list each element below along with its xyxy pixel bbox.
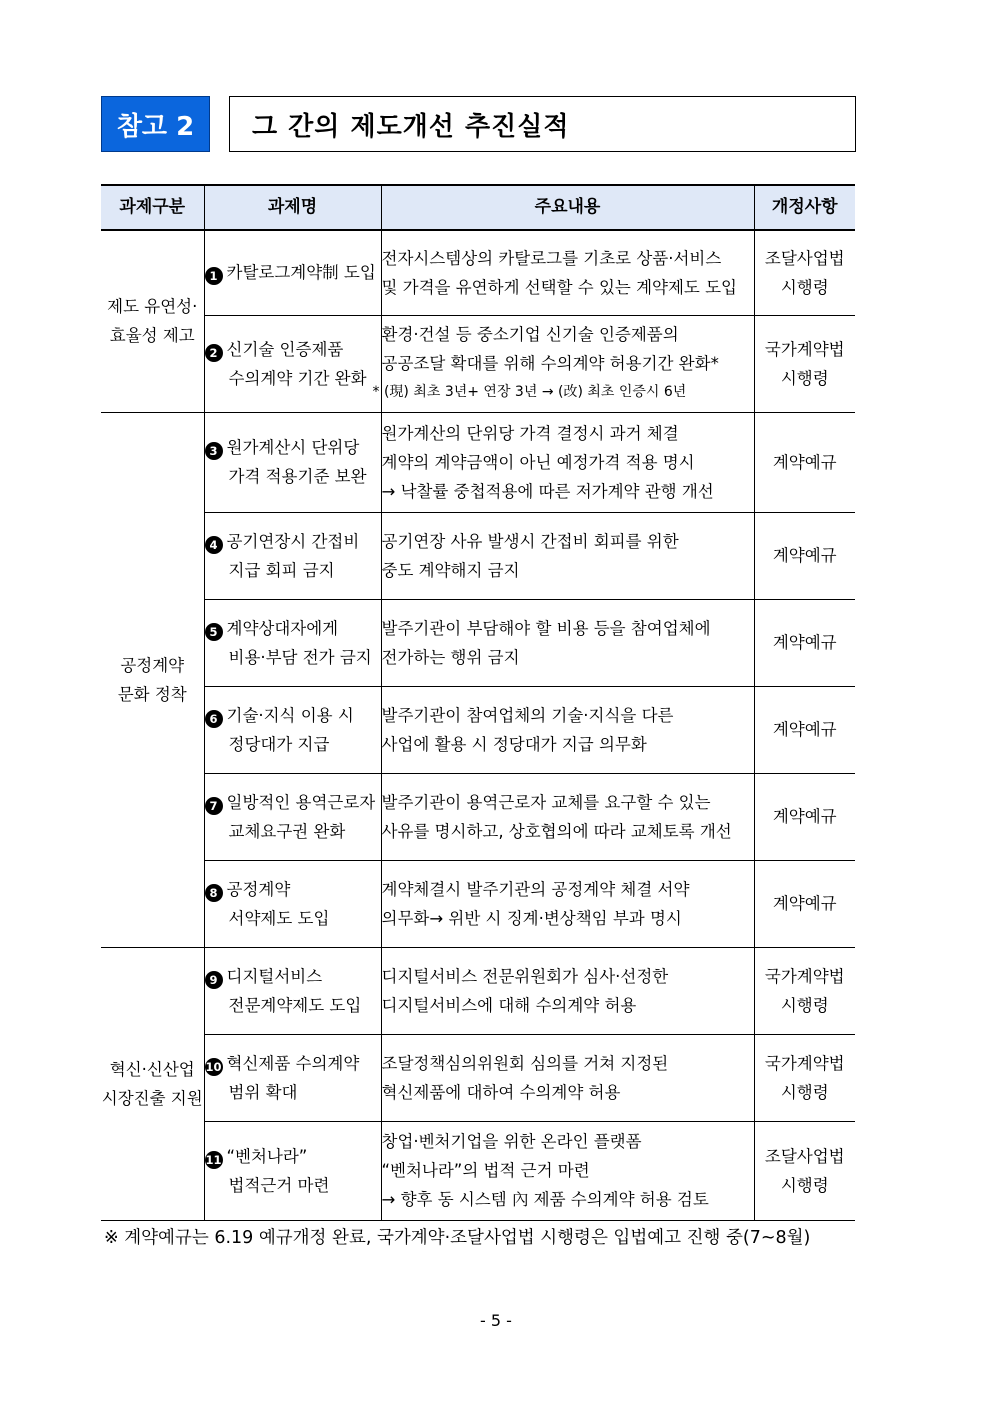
header-task: 과제명 — [204, 185, 381, 230]
task-cell — [204, 947, 381, 1034]
number-badge: 5 — [205, 623, 223, 641]
task-name: 교체요구권 완화 — [228, 821, 346, 841]
task-name: 신기술 인증제품 — [226, 339, 344, 359]
content-line: 발주기관이 참여업체의 기술·지식을 다른 — [381, 705, 674, 725]
number-badge: 8 — [205, 884, 223, 902]
content-line: → 낙찰률 중첩적용에 따른 저가계약 관행 개선 — [381, 481, 714, 501]
content-line: 발주기관이 용역근로자 교체를 요구할 수 있는 — [381, 792, 711, 812]
task-name: 정당대가 지급 — [228, 734, 330, 754]
amendment-cell — [754, 860, 855, 947]
task-name: 가격 적용기준 보완 — [228, 467, 367, 486]
table-row — [101, 412, 855, 512]
amendment-text: 시행령 — [780, 995, 829, 1015]
content-line: 혁신제품에 대하여 수의계약 허용 — [381, 1082, 621, 1102]
amendment-cell — [754, 947, 855, 1034]
content-cell — [381, 599, 754, 686]
task-cell — [204, 1121, 381, 1220]
category-text: 혁신·신산업 — [109, 1059, 195, 1079]
task-name: 계약상대자에게 — [226, 618, 339, 638]
improvement-table — [101, 184, 855, 1221]
task-cell — [204, 686, 381, 773]
number-badge: 4 — [205, 536, 223, 554]
content-line: 및 가격을 유연하게 선택할 수 있는 계약제도 도입 — [381, 277, 737, 297]
content-line: 중도 계약해지 금지 — [381, 560, 520, 580]
task-cell — [204, 860, 381, 947]
task-cell — [204, 512, 381, 599]
content-line: 전자시스템상의 카탈로그를 기초로 상품·서비스 — [381, 248, 722, 268]
number-badge: 2 — [205, 344, 223, 362]
task-cell — [204, 315, 381, 412]
amendment-text: 국가계약법 — [764, 339, 845, 359]
amendment-cell — [754, 1121, 855, 1220]
amendment-text: 국가계약법 — [764, 966, 845, 986]
task-name: 기술·지식 이용 시 — [226, 705, 354, 725]
table-row — [101, 686, 855, 773]
amendment-cell — [754, 599, 855, 686]
task-cell — [204, 1034, 381, 1121]
task-name: 비용·부담 전가 금지 — [228, 647, 372, 667]
category-cell — [101, 947, 204, 1220]
content-line: 의무화→ 위반 시 징계·변상책임 부과 명시 — [381, 908, 682, 928]
content-line: 사업에 활용 시 정당대가 지급 의무화 — [381, 734, 647, 754]
task-cell — [204, 230, 381, 315]
table-row — [101, 860, 855, 947]
task-name: 전문계약제도 도입 — [228, 995, 362, 1015]
header-category: 과제구분 — [101, 185, 204, 230]
amendment-text: 계약예규 — [772, 807, 837, 826]
content-cell — [381, 512, 754, 599]
task-name: 서약제도 도입 — [228, 908, 330, 928]
content-line: 환경·건설 등 중소기업 신기술 인증제품의 — [381, 325, 679, 344]
amendment-text: 국가계약법 — [764, 1053, 845, 1073]
amendment-cell — [754, 686, 855, 773]
category-text: 시장진출 지원 — [101, 1088, 203, 1108]
page-number: - 5 - — [480, 1311, 512, 1330]
content-note: * (現) 최초 3년+ 연장 3년 → (改) 최초 인증시 6년 — [372, 384, 687, 400]
content-line: 계약체결시 발주기관의 공정계약 체결 서약 — [381, 879, 690, 899]
amendment-cell — [754, 315, 855, 412]
number-badge: 11 — [205, 1152, 222, 1167]
amendment-text: 계약예규 — [772, 452, 837, 472]
content-line: 전가하는 행위 금지 — [381, 647, 520, 667]
amendment-text: 시행령 — [780, 1082, 829, 1102]
page-title: 그 간의 제도개선 추진실적 — [229, 96, 856, 152]
table-row — [101, 773, 855, 860]
content-cell — [381, 773, 754, 860]
task-cell — [204, 599, 381, 686]
task-name: 법적근거 마련 — [228, 1175, 330, 1195]
amendment-text: 시행령 — [780, 277, 829, 297]
content-line: 원가계산의 단위당 가격 결정시 과거 체결 — [381, 423, 679, 443]
number-badge: 9 — [205, 971, 223, 989]
table-row — [101, 947, 855, 1034]
table-header-row — [101, 185, 855, 230]
number-badge: 6 — [205, 710, 223, 728]
content-line: 발주기관이 부담해야 할 비용 등을 참여업체에 — [381, 618, 711, 638]
amendment-text: 시행령 — [780, 368, 829, 388]
content-cell — [381, 1034, 754, 1121]
category-text: 문화 정착 — [117, 684, 187, 704]
header-amendment: 개정사항 — [754, 185, 855, 230]
task-name: 카탈로그계약制 도입 — [226, 263, 376, 283]
content-line: 공공조달 확대를 위해 수의계약 허용기간 완화* — [381, 354, 719, 373]
task-cell — [204, 773, 381, 860]
amendment-cell — [754, 773, 855, 860]
amendment-text: 계약예규 — [772, 546, 837, 565]
task-name: 디지털서비스 — [226, 966, 323, 986]
amendment-cell — [754, 412, 855, 512]
content-cell — [381, 230, 754, 315]
header-content: 주요내용 — [381, 185, 754, 230]
task-name: 범위 확대 — [228, 1082, 298, 1102]
task-name: 지급 회피 금지 — [228, 560, 335, 580]
task-name: 수의계약 기간 완화 — [228, 368, 367, 388]
amendment-cell — [754, 1034, 855, 1121]
number-badge: 7 — [205, 797, 223, 815]
amendment-text: 계약예규 — [772, 894, 837, 913]
category-text: 제도 유연성· — [107, 297, 198, 317]
content-line: 사유를 명시하고, 상호협의에 따라 교체토록 개선 — [381, 821, 732, 841]
table-row — [101, 599, 855, 686]
table-row — [101, 1034, 855, 1121]
amendment-text: 조달사업법 — [764, 248, 845, 268]
content-line: 디지털서비스에 대해 수의계약 허용 — [381, 995, 637, 1015]
task-name: 일방적인 용역근로자 — [226, 792, 376, 812]
amendment-cell — [754, 512, 855, 599]
table-row — [101, 512, 855, 599]
content-cell — [381, 860, 754, 947]
content-line: 계약의 계약금액이 아닌 예정가격 적용 명시 — [381, 452, 695, 472]
number-badge: 10 — [205, 1059, 222, 1074]
amendment-text: 계약예규 — [772, 633, 837, 652]
content-cell — [381, 686, 754, 773]
table-row — [101, 1121, 855, 1220]
content-cell — [381, 1121, 754, 1220]
category-cell — [101, 412, 204, 947]
task-cell — [204, 412, 381, 512]
task-name: 공정계약 — [226, 879, 291, 899]
content-line: “벤처나라”의 법적 근거 마련 — [381, 1161, 590, 1180]
content-line: 디지털서비스 전문위원회가 심사·선정한 — [381, 966, 669, 986]
content-line: 창업·벤처기업을 위한 온라인 플랫폼 — [381, 1132, 642, 1151]
category-text: 효율성 제고 — [109, 326, 195, 346]
reference-tag: 참고 2 — [101, 96, 210, 152]
content-line: → 향후 동 시스템 內 제품 수의계약 허용 검토 — [381, 1190, 709, 1209]
amendment-text: 조달사업법 — [764, 1146, 845, 1166]
content-line: 조달정책심의위원회 심의를 거쳐 지정된 — [381, 1053, 669, 1073]
task-name: 혁신제품 수의계약 — [226, 1053, 360, 1073]
section-header — [101, 96, 856, 152]
content-line: 공기연장 사유 발생시 간접비 회피를 위한 — [381, 531, 679, 551]
task-name: “벤처나라” — [226, 1146, 308, 1166]
number-badge: 3 — [205, 442, 223, 460]
table-row — [101, 315, 855, 412]
number-badge: 1 — [205, 267, 223, 285]
amendment-cell — [754, 230, 855, 315]
task-name: 공기연장시 간접비 — [226, 531, 360, 551]
amendment-text: 계약예규 — [772, 720, 837, 739]
content-cell — [372, 315, 754, 412]
task-name: 원가계산시 단위당 — [226, 438, 360, 457]
category-cell — [101, 230, 204, 412]
amendment-text: 시행령 — [780, 1175, 829, 1195]
footnote: ※ 계약예규는 6.19 예규개정 완료, 국가계약·조달사업법 시행령은 입법예고 진행 중(7~8월) — [104, 1228, 811, 1248]
category-text: 공정계약 — [120, 655, 185, 675]
content-cell — [381, 412, 754, 512]
table-row — [101, 230, 855, 315]
content-cell — [381, 947, 754, 1034]
